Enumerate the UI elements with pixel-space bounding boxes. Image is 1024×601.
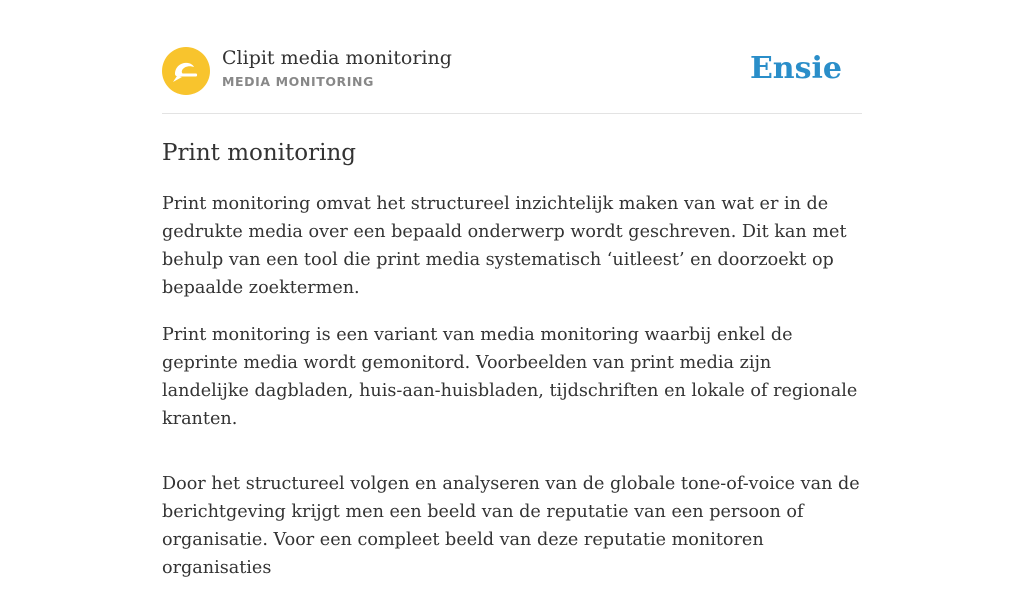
article-paragraph: Print monitoring omvat het structureel inzichtelijk maken van wat er in de gedrukte media over een bepaald onderwerp wordt geschreven. Dit kan met behulp van een tool die print media systematisch ‘uitleest’ en doorzoekt op bepaalde zoektermen. — [162, 194, 847, 298]
article-paragraph: Print monitoring is een variant van media monitoring waarbij enkel de geprinte media wordt gemonitord. Voorbeelden van print media zijn landelijke dagbladen, huis-aan-huisbladen, tijdschriften en lokale of regionale kranten. — [162, 325, 858, 429]
speech-bubble-icon — [162, 47, 210, 95]
brand-subtitle: MEDIA MONITORING — [222, 74, 374, 89]
brand-logo[interactable] — [162, 47, 210, 95]
content-container — [162, 0, 862, 578]
article-paragraph: Door het structureel volgen en analyseren van de globale tone-of-voice van de berichtgeving krijgt men een beeld van de reputatie van een persoon of organisatie. Voor een compleet beeld van deze reputatie monitoren organisaties — [162, 474, 860, 578]
ensie-logo-link[interactable]: Ensie — [749, 51, 842, 86]
page-header — [162, 0, 862, 114]
article-body — [162, 190, 862, 601]
page-title: Print monitoring — [162, 140, 356, 166]
brand-title[interactable]: Clipit media monitoring — [222, 47, 452, 69]
